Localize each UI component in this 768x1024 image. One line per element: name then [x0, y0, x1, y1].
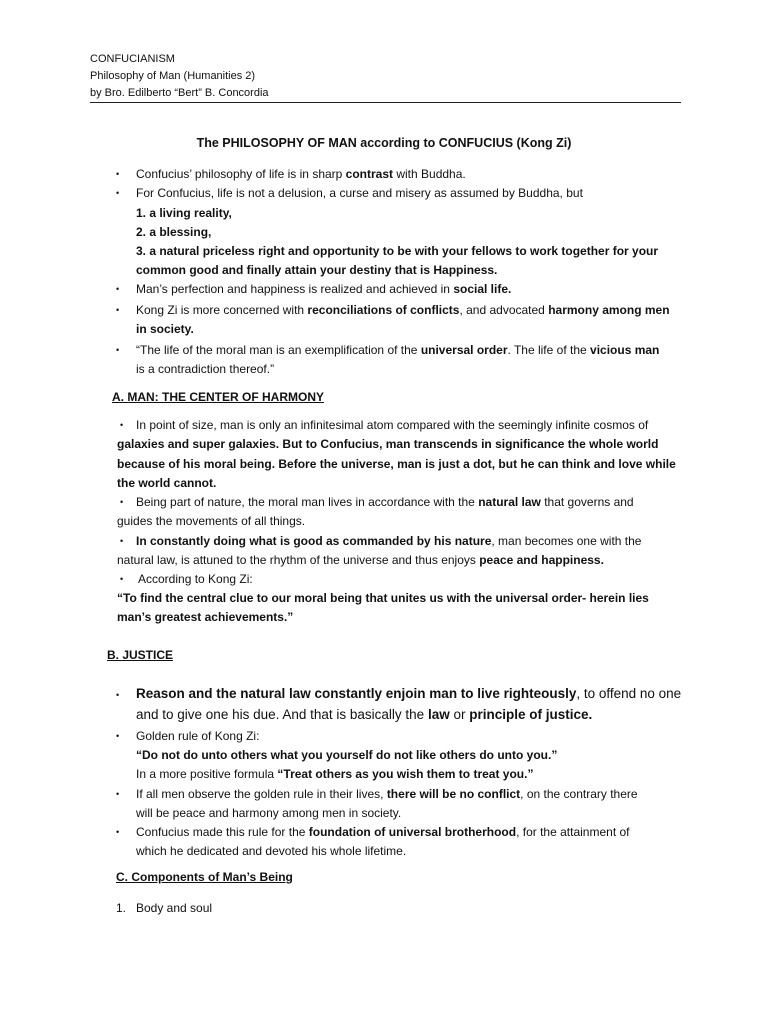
section-b-p2-quote-2: In a more positive formula “Treat others as you wish them to treat you.” — [136, 767, 534, 781]
section-b-p4-line-1: Confucius made this rule for the foundation of universal brotherhood, for the attainment of — [136, 825, 630, 839]
section-a-p1-line-4: the world cannot. — [117, 476, 217, 490]
section-a-p1-line-1: In point of size, man is only an infinitesimal atom compared with the seemingly infinite cosmos of — [136, 418, 649, 432]
intro-bullet-5-line-1: “The life of the moral man is an exemplification of the universal order. The life of the vicious man — [136, 343, 660, 357]
section-a-quote-line-1: “To find the central clue to our moral being that unites us with the universal order- herein lies — [117, 591, 649, 605]
bullet-icon: • — [116, 305, 120, 315]
course-subtitle: Philosophy of Man (Humanities 2) — [90, 70, 256, 82]
page-title: The PHILOSOPHY OF MAN according to CONFUCIUS (Kong Zi) — [196, 136, 572, 150]
course-label: CONFUCIANISM — [90, 53, 175, 65]
header-divider — [90, 102, 681, 103]
section-a-p4: According to Kong Zi: — [138, 572, 253, 586]
bullet-icon: • — [120, 420, 124, 430]
section-b-p3-line-2: will be peace and harmony among men in society. — [136, 806, 402, 820]
section-c-heading: C. Components of Man’s Being — [116, 870, 293, 884]
section-a-quote-line-2: man’s greatest achievements.” — [117, 610, 294, 624]
section-b-p4-line-2: which he dedicated and devoted his whole lifetime. — [136, 844, 407, 858]
section-a-heading: A. MAN: THE CENTER OF HARMONY — [112, 390, 324, 404]
section-c-item-number: 1. — [116, 901, 127, 915]
bullet-icon: • — [120, 536, 124, 546]
intro-bullet-4-line-1: Kong Zi is more concerned with reconciliations of conflicts, and advocated harmony among men — [136, 303, 670, 317]
section-b-p1-line-2: and to give one his due. And that is basically the law or principle of justice. — [136, 707, 593, 722]
section-a-p2-line-1: Being part of nature, the moral man lives in accordance with the natural law that governs and — [136, 495, 634, 509]
intro-bullet-4-line-2: in society. — [136, 322, 194, 336]
intro-bullet-3: Man’s perfection and happiness is realized and achieved in social life. — [136, 282, 512, 296]
section-c-item-1: Body and soul — [136, 901, 213, 915]
bullet-icon: • — [116, 188, 120, 198]
section-b-p3-line-1: If all men observe the golden rule in their lives, there will be no conflict, on the contrary there — [136, 787, 638, 801]
bullet-icon: • — [116, 827, 120, 837]
section-a-p3-line-1: In constantly doing what is good as commanded by his nature, man becomes one with the — [136, 534, 642, 548]
list-item-3-line-2: common good and finally attain your destiny that is Happiness. — [136, 263, 498, 277]
bullet-icon: • — [116, 690, 120, 700]
bullet-icon: • — [120, 574, 124, 584]
list-item-2: 2. a blessing, — [136, 225, 212, 239]
section-a-p1-line-2: galaxies and super galaxies. But to Confucius, man transcends in significance the whole world — [117, 437, 659, 451]
bullet-icon: • — [116, 169, 120, 179]
document-header — [90, 51, 269, 102]
section-a-p3-line-2: natural law, is attuned to the rhythm of the universe and thus enjoys peace and happiness. — [117, 553, 604, 567]
bullet-icon: • — [116, 789, 120, 799]
intro-bullet-5-line-2: is a contradiction thereof.” — [136, 362, 275, 376]
list-item-3-line-1: 3. a natural priceless right and opportunity to be with your fellows to work together for your — [136, 244, 659, 258]
bullet-icon: • — [120, 497, 124, 507]
section-a-p1-line-3: because of his moral being. Before the universe, man is just a dot, but he can think and love while — [117, 457, 676, 471]
section-a-p2-line-2: guides the movements of all things. — [117, 514, 306, 528]
list-item-1: 1. a living reality, — [136, 206, 232, 220]
section-b-p2: Golden rule of Kong Zi: — [136, 729, 260, 743]
section-b-p2-quote-1: “Do not do unto others what you yourself do not like others do unto you.” — [136, 748, 558, 762]
bullet-icon: • — [116, 731, 120, 741]
section-b-heading: B. JUSTICE — [107, 648, 174, 662]
section-b-p1-line-1: Reason and the natural law constantly enjoin man to live righteously, to offend no one — [136, 686, 682, 701]
bullet-icon: • — [116, 284, 120, 294]
intro-bullet-2: For Confucius, life is not a delusion, a curse and misery as assumed by Buddha, but — [136, 186, 583, 200]
bullet-icon: • — [116, 345, 120, 355]
intro-bullet-1: Confucius’ philosophy of life is in sharp contrast with Buddha. — [136, 167, 466, 181]
author-line: by Bro. Edilberto “Bert” B. Concordia — [90, 87, 269, 99]
